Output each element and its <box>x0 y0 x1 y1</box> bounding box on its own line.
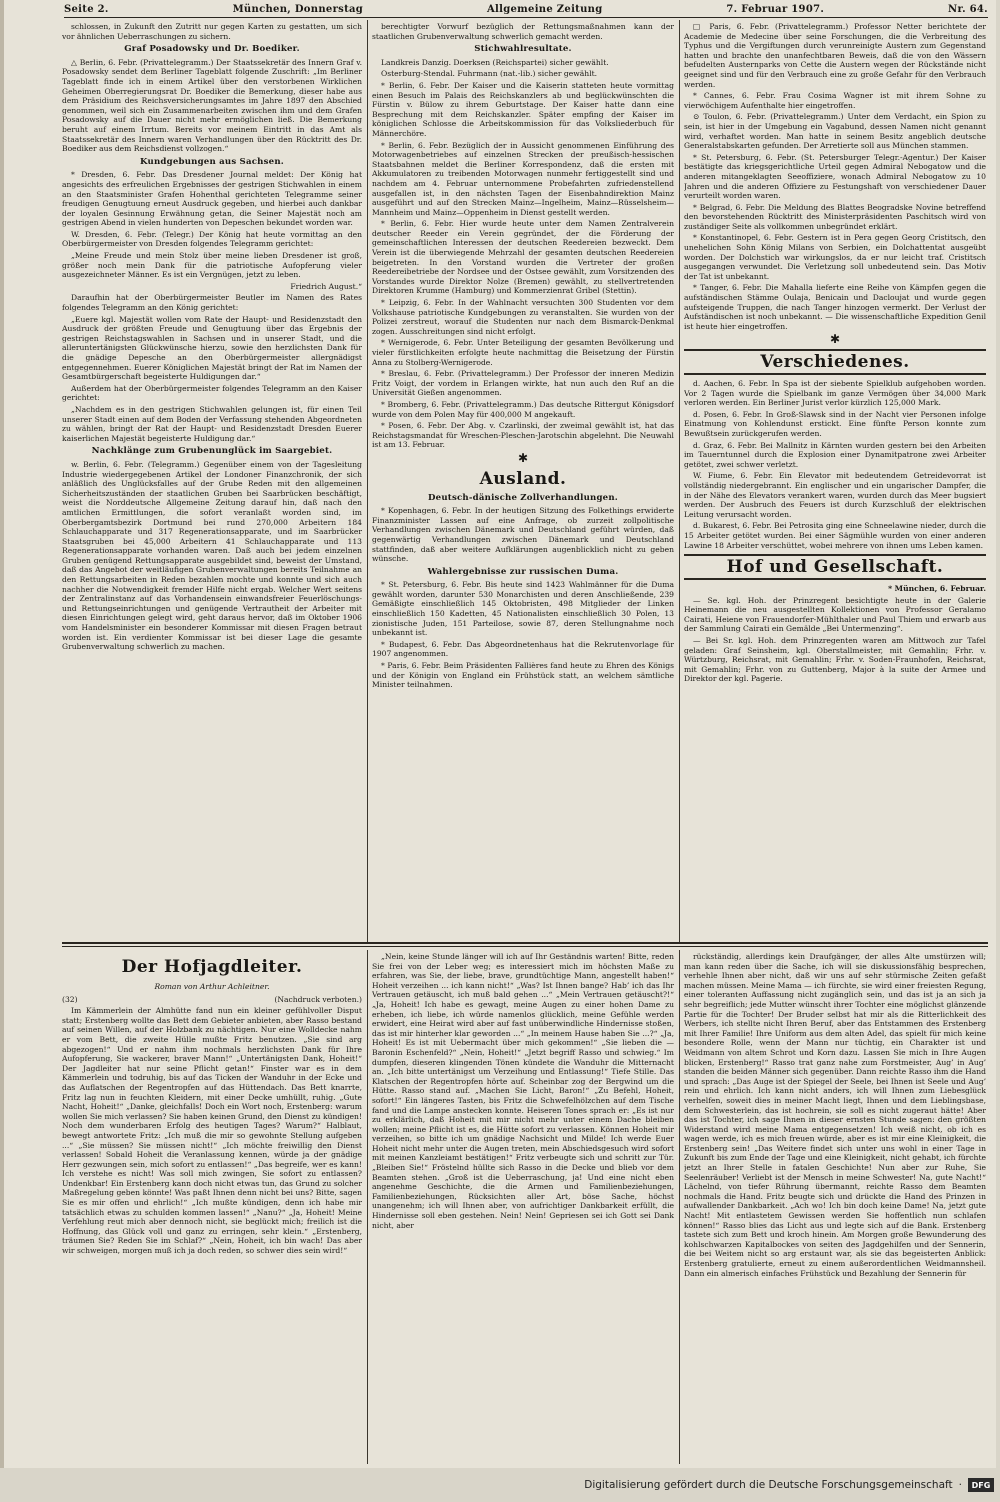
article-text: □ Paris, 6. Febr. (Privattelegramm.) Professor Netter berichtete der Academie de Medecine über seine Forschungen, die die Verbreitung des Typhus und die Vergiftungen durch verunreinigte Austern zum Gegenstand hatten und brachte den unanfechtbaren Beweis, daß die von den Wässern befudelten Austernparks von Cette die Austern wegen der Rückstände nicht geeignet sind und für den Verbrauch eine zu große Gefahr für den Verbrauch werden. <box>684 22 986 89</box>
article-text: W. Dresden, 6. Febr. (Telegr.) Der König hat heute vormittag an den Oberbürgermeister von Dresden folgendes Telegramm gerichtet: <box>62 229 362 249</box>
article-text: „Meine Freude und mein Stolz über meine lieben Dresdener ist groß, größer noch mein Dank für die patriotische Aufopferung vieler ausgezeichneter Männer. Es ist ein Vergnügen, jetzt zu leben. <box>62 251 362 280</box>
masthead <box>64 2 988 16</box>
article-text: — Bei Sr. kgl. Hoh. dem Prinzregenten waren am Mittwoch zur Tafel geladen: Graf Seinsheim, kgl. Oberstallmeister, mit Gemahlin; Frhr. v. Würtzburg, Reichsrat, mit Gemahlin; Frhr. v. Soden-Fraunhofen, Reichsrat, mit Gemahlin; Frhr. von zu Guttenberg, Major à la suite der Armee und Direktor der kgl. Pagerie. <box>684 636 986 684</box>
article-text: * Berlin, 6. Febr. Bezüglich der in Aussicht genommenen Einführung des Motorwagenbetriebes auf einzelnen Strecken der preußisch-hessischen Staatsbahnen meldet die Berliner Korrespondenz, daß die ersten mit Akkumulatoren zu treibenden Motorwagen nunmehr fertiggestellt sind und nachdem am 4. Februar unternommene Probefahrten zufriedenstellend ausgefallen ist, in den nächsten Tagen der Eisenbahndirektion Mainz ausgeführt und auf den Strecken Mainz—Ingelheim, Mainz—Rüsselsheim—Mannheim und Mainz—Oppenheim in Dienst gestellt werden. <box>372 140 674 217</box>
article-text: * Wernigerode, 6. Febr. Unter Beteiligung der gesamten Bevölkerung und vieler fürstlichkeiten erfolgte heute nachmittag die Beisetzung der Fürstin Anna zu Stolberg-Wernigerode. <box>372 338 674 367</box>
article-text: * Tanger, 6. Febr. Die Mahalla lieferte eine Reihe von Kämpfen gegen die aufständischen Stämme Oulaja, Benicain und Dacloujat und wurde gegen aufsteigende Truppen, die nach Tanger hinzogen vermerkt. Der Verlust der Aufständischen ist noch unbekannt. — Die wissenschaftliche Expedition Genil ist heute hier eingetroffen. <box>684 283 986 331</box>
article-text: w. Berlin, 6. Febr. (Telegramm.) Gegenüber einem von der Tagesleitung Industrie wiedergegebenen Artikel der Londoner Finanzchronik, der sich anläßlich des Unglücksfalles auf der Grube Reden mit den allgemeinen Sicherheitszuständen der staatlichen Gruben bei Saarbrücken beschäftigt, weist die Norddeutsche Allgemeine Zeitung darauf hin, daß nach den amtlichen Ermittlungen, die sofort veranlaßt worden sind, im Oberbergamtsbezirk Dortmund bei rund 270,000 Arbeitern 184 Schlauchapparate und 317 Regenerationsapparate, und im Saarbrücker Staatsgruben bei 45,000 Arbeitern 41 Schlauchapparate und 113 Regenerationsapparate vorhanden waren. Daß auch bei jedem einzelnen Gruben genügend Rettungsapparate ausgebildet sind, beweist der Umstand, daß das Angebot der weitläufigen Grubenverwaltungen bereits Teilnahme an den Rettungsarbeiten in Reden bezahlen mochte und konnte und sich auch nachher die Notwendigkeit fremder Hilfe nicht ergab. Welcher Wert seitens der Zentralinstanz auf das Vorhandensein einwandsfreier Feuerlöschungs- und Rettungseinrichtungen und genügende Vertrautheit der Arbeiter mit diesen Einrichtungen gelegt wird, geht daraus hervor, daß im Oktober 1906 vom Handelsminister ein besonderer Kommissar mit diesen Fragen betraut worden ist. Ein verdienter Kommissar ist bei dieser Lage die gesamte Grubenverwaltung schwerlich zu machen. <box>62 459 362 652</box>
novel-column-3 <box>684 952 986 1464</box>
dash: · <box>958 1479 962 1491</box>
article-text: * Berlin, 6. Febr. Der Kaiser und die Kaiserin statteten heute vormittag einen Besuch im Palais des Reichskanzlers ab und beglückwünschten die Fürstin v. Bülow zu ihrem Geburtstage. Der Kaiser hatte dann eine Besprechung mit dem Reichskanzler. Später empfing der Kaiser im königlichen Schlosse die Arbeitskommission für das Volksliederbuch für Männerchöre. <box>372 80 674 138</box>
article-text: * Leipzig, 6. Febr. In der Wahlnacht versuchten 300 Studenten vor dem Volkshause patriotische Kundgebungen zu veranstalten. Sie wurden von der Polizei zerstreut, worauf die Studenten nur nach dem Bismarck-Denkmal zogen. Ausschreitungen sind nicht erfolgt. <box>372 298 674 336</box>
article-text: * Berlin, 6. Febr. Hier wurde heute unter dem Namen Zentralverein deutscher Reeder ein Verein gegründet, der die Förderung der gemeinschaftlichen Interessen der deutschen Reedereien bezweckt. Dem Verein ist die überwiegende Mehrzahl der gesamten deutschen Reedereien beigetreten. In den Vorstand wurden die Vertreter der großen Reedereibetriebe der Nordsee und der Ostsee gewählt, zum Vorsitzenden des Vorstandes wurde Direktor Nolze (Bremen) gewählt, zu stellvertretenden Direktoren Krumme (Hamburg) und Kommerzienrat Gribel (Stettin). <box>372 219 674 296</box>
column-divider <box>367 20 368 942</box>
section-heading: Ausland. <box>479 468 567 489</box>
article-text: * Paris, 6. Febr. Beim Präsidenten Fallières fand heute zu Ehren des Königs und der Königin von England ein Frühstück statt, an welchem sämtliche Minister teilnahmen. <box>372 661 674 690</box>
dateline: * München, 6. Februar. <box>888 584 986 594</box>
article-text: „Nachdem es in den gestrigen Stichwahlen gelungen ist, für einen Teil unserer Stadt einen auf dem Boden der Verfassung stehenden Abgeordneten zu wählen, bringt der Rat der Haupt- und Residenzstadt Dresden Euerer kaiserlichen Majestät begeisterte Huldigung dar.“ <box>62 404 362 443</box>
article-heading: Nachklänge zum Grubenunglück im Saargebiet. <box>91 446 333 457</box>
article-text: * Kopenhagen, 6. Febr. In der heutigen Sitzung des Folkethings erwiderte Finanzminister Lassen auf eine Anfrage, ob zurzeit zollpolitische Verhandlungen zwischen Dänemark und Deutschland geführt würden, daß gegenwärtig Verhandlungen zwischen Dänemark und Deutschland stattfinden, daß aber weitere Aufklärungen augenblicklich nicht zu geben wünsche. <box>372 506 674 564</box>
article-text: △ Berlin, 6. Febr. (Privattelegramm.) Der Staatssekretär des Innern Graf v. Posadowsky sendet dem Berliner Tageblatt folgende Zuschrift: „Im Berliner Tageblatt finde ich in einem Artikel über den verstorbenen Wirklichen Geheimen Oberregierungsrat Dr. Boediker die Bemerkung, dieser habe aus dem Präsidium des Reichsversicherungsamtes im Jahre 1897 den Abschied genommen, weil sich ein Zusammenarbeiten zwischen ihm und dem Grafen Posadowsky auf die Dauer nicht mehr ermöglichen ließ. Die Bemerkung beruht auf einem Irrtum. Bereits vor meinem Eintritt in das Amt als Staatssekretär des Innern waren Verhandlungen über den Rücktritt des Dr. Boediker aus dem Reichsdienst vollzogen.“ <box>62 57 362 154</box>
masthead-rule <box>64 17 988 18</box>
novel-text: rückständig, allerdings kein Draufgänger, der alles Alte umstürzen will; man kann reden über die Sache, ich will sie diskussionsfähig besprechen, verhehle Ihnen aber nicht, daß wir uns auf sehr stürmische Zeiten gefaßt machen müssen. Meine Mama — ich fürchte, sie wird einer freiesten Regung, einer toleranten Auffassung nicht zugänglich sein, und das ist ja an sich ja sehr begreiflich; jede Mutter wünscht ihrer Tochter eine möglichst glänzende Partie für die Tochter! Der Bruder selbst hat mir als die Ritterlichkeit des Werbers, ich stellte nicht Ihren Beruf, aber das Entstammen des Erstenberg mit Ihrer Familie! Ihre Uniform aus dem alten Adel, das spielt für mich keine besondere Rolle, wenn der Mann nur tüchtig, ein Charakter ist und Weidmann von altem Schrot und Korn dazu. Lassen Sie mich in Ihre Augen blicken, Erstenberg!“ Rasso trat ganz nahe zum Forstmeister, Aug’ in Aug’ standen die beiden Männer sich gegenüber. Dann reichte Rasso ihm die Hand und sprach: „Das Auge ist der Spiegel der Seele, bei Ihnen ist Seele und Aug’ rein und ehrlich. Ich kann nicht anders, ich will Ihnen zum Liebesglück verhelfen, soweit dies in meiner Macht liegt, Ihnen und dem Lieblingsbase, dem Schwesterlein, das ist hochrein, sie soll es nicht zugeraut hätte! Aber das ist Tochter, ich sage Ihnen in dieser ernsten Stunde sagen: den größten Widerstand wird meine Mama entgegensetzen! Ich weiß nicht, ob ich es wagen werde, ich es mich freuen würde, aber es ist mir eine Kleinigkeit, die Erstenberg sein! „Das Weitere findet sich unter uns wohl in einer Tage in Zukunft bis zum Ende der Tage und eine Kleinigkeit, nicht gehabt, ich fürchte jetzt an Ihrer Stelle in fatalen Geschichte! Nun aber zur Ruhe, Sie Seelenräuber! Verliebt ist der Mensch in meine Schwester! Na, gute Nacht!“ Lächelnd, von tiefer Rührung übermannt, reichte Rasso dem Beamten nochmals die Hand. Fritz beugte sich und drückte die Hand des Prinzen in aufwallender Dankbarkeit. „Ach wo! Ich bin doch keine Dame! Na, jetzt gute Nacht! Mit entlastetem Gewissen werden Sie hoffentlich nun schlafen können!“ Rasso blies das Licht aus und legte sich auf die Bank. Erstenberg tastete sich zum Bett und kroch hinein. Am Morgen große Bewunderung des kohlschwarzen Kapitalbockes von seiten des Jagdgehilfen und der Sennerin, die bei Weitem nicht so arg erstaunt war, als sie das begeisterten Anblick: Erstenberg gratulierte, erneut zu einem außerordentlichen Weidmannsheil. Dann ein almerisch einfaches Frühstück und Bezahlung der Sennerin für <box>684 952 986 1278</box>
reprint-note: (Nachdruck verboten.) <box>274 994 362 1004</box>
feuilleton-rule <box>62 942 988 944</box>
column-2 <box>372 22 674 940</box>
article-text: — Se. kgl. Hoh. der Prinzregent besichtigte heute in der Galerie Heinemann die neu ausgestellten Kollektionen von Professor Geralamo Cairati, Heiene von Frauendorfer-Mühlthaler und Paul Thiem und erwarb aus der Sammlung Cairati ein Gemälde „Bei Untermenzing“. <box>684 595 986 634</box>
article-heading: Wahlergebnisse zur russischen Duma. <box>427 566 619 577</box>
column-divider <box>679 20 680 942</box>
article-text: schlossen, in Zukunft den Zutritt nur gegen Karten zu gestatten, um sich vor ähnlichen Ueberraschungen zu sichern. <box>62 22 362 41</box>
novel-author: Roman von Arthur Achleitner. <box>154 982 270 991</box>
article-text: Daraufhin hat der Oberbürgermeister Beutler im Namen des Rates folgendes Telegramm an den König gerichtet: <box>62 293 362 313</box>
novel-part: (32) <box>62 994 78 1004</box>
paper-title: Allgemeine Zeitung <box>486 3 603 15</box>
article-text: * Budapest, 6. Febr. Das Abgeordnetenhaus hat die Rekrutenvorlage für 1907 angenommen. <box>372 639 674 659</box>
article-heading: Stichwahlresultate. <box>474 44 572 55</box>
article-text: * Breslau, 6. Febr. (Privattelegramm.) Der Professor der inneren Medizin Fritz Voigt, der vordem in Erlangen wirkte, hat nun auch den Ruf an die Universität Gießen angenommen. <box>372 369 674 398</box>
signature: Friedrich August.“ <box>290 281 362 291</box>
column-1 <box>62 22 362 940</box>
section-heading: Verschiedenes. <box>684 349 986 375</box>
novel-meta <box>62 995 362 1005</box>
novel-column-1 <box>62 952 362 1464</box>
novel-text: Im Kämmerlein der Almhütte fand nun ein kleiner gefühlvoller Disput statt; Erstenberg wollte das Bett dem Gebieter anbieten, aber Rasso bestand auf seinen Willen, auf der Holzbank zu nächtigen. Nur eine Wolldecke nahm er vom Bett, die zweite Hülle mußte Fritz benutzen. „Sie sind arg abgezogen!“ Und er nahm ihm nochmals herzlichsten Dank für Ihre Aufopferung, Sie wackerer, braver Mann!“ „Untertänigsten Dank, Hoheit!“ Der Jagdleiter hat nur seine Pflicht getan!“ Finster war es in dem Kämmerlein und todruhig, bis auf das Ticken der Wanduhr in der Ecke und das Auflatschen der Regentropfen auf das Hüttendach. Das Bett knarrte, Fritz lag nun in feuchten Kleidern, mit einer Decke umhüllt, ruhig. „Gute Nacht, Hoheit!“ „Danke, gleichfalls! Doch ein Wort noch, Erstenberg: warum wollen Sie mich verlassen? Sie haben keinen Grund, den Dienst zu kündigen! Noch dem wunderbaren Erfolg des heutigen Tages? Warum?“ Halblaut, bewegt antwortete Fritz: „Ich muß die mir so gewohnte Stellung aufgeben ...“ „Sie müssen? Sie müssen nicht!“ „Ich möchte freiwillig den Dienst verlassen! Sobald Hoheit die Veranlassung kennen, würde ja der gnädige Herr gezwungen sein, mich sofort zu entlassen!“ „Das begreife, wer es kann! Ich verstehe es nicht! Was soll mich zwingen, Sie sofort zu entlassen? Undenkbar! Ein Erstenberg kann doch nicht etwas tun, das Grund zu solcher Maßregelung geben könnte! Was paßt Ihnen denn nicht bei uns? Bitte, sagen Sie es mir offen und ehrlich!“ „Ich mußte kündigen, denn ich habe mir tatsächlich etwas zu schulden kommen lassen!“ „Nanu?“ „Ja, Hoheit! Meine Verfehlung reut mich aber dennoch nicht, sie beglückt mich; freilich ist die Hoffnung, das Glück voll und ganz zu erringen, sehr klein.“ „Erstenberg, träumen Sie? Reden Sie im Schlaf?“ „Nein, Hoheit, ich bin wach! Das aber wir schweigen, morgen muß ich ja doch reden, so schwer dies sein wird!“ <box>62 1006 362 1256</box>
article-text: * Bromberg, 6. Febr. (Privattelegramm.) Das deutsche Rittergut Königsdorf wurde von dem Polen May für 400,000 M angekauft. <box>372 399 674 419</box>
novel-text: „Nein, keine Stunde länger will ich auf Ihr Geständnis warten! Bitte, reden Sie frei von der Leber weg; es interessiert mich im höchsten Maße zu erfahren, was Sie, der liebe, brave, grundtüchtige Mann, angestellt haben!“ Hoheit verzeihen ... ich kann nicht!“ „Was? Ist Ihnen bange? Hab’ ich das Ihr Vertrauen getäuscht, ich muß bald gehen ...“ „Mein Vertrauen getäuscht?!“ „Ja, Hoheit! Ich habe es gewagt, meine Augen zu einer hohen Dame zu erheben, ich liebe, ich würde namenlos glücklich, meine Gefühle werden erwidert, eine Heirat wird aber auf fast unüberwindliche Hindernisse stoßen, das ist mir hinterher klar geworden ...“ „In meinem Hause haben Sie ...?“ „Ja, Hoheit! Es ist mit Uebermacht über mich gekommen!“ „Sie lieben die — Baronin Eschenfeld?“ „Nein, Hoheit!“ „Jetzt begriff Rasso und schwieg.“ Im dumpfen, dieseren klingenden Tönen kündete die Wanduhr die Mitternacht an. „Ich bitte untertänigst um Verzeihung und Entlassung!“ Tiefe Stille. Das Klatschen der Regentropfen hörte auf. Scheinbar zog der Bergwind um die Hütte. Rasso stand auf. „Machen Sie Licht, Baron!“ „Zu Befehl, Hoheit, sofort!“ Ein längeres Tasten, bis Fritz die Schwefelhölzchen auf dem Tische fand und die Lampe anstecken konnte. Heiseren Tones sprach er: „Es ist nur zu erklärlich, daß Hoheit mit mir nicht mehr unter einem Dache bleiben wollen; meine Pflicht ist es, die Hütte sofort zu verlassen. Können Hoheit mir verzeihen, so bitte ich um gnädige Nachsicht und Milde! Ich werde Euer Hoheit nicht mehr unter die Augen treten, mein Abschiedsgesuch wird sofort mit meinen Kanzleiamt bestätigen!“ Fritz verbeugte sich und schritt zur Tür. „Bleiben Sie!“ Fröstelnd hüllte sich Rasso in die Decke und blieb vor dem Beamten stehen. „Groß ist die Ueberraschung, ja! Und eine nicht eben angenehme Geschichte, die die Armen und Familienbeziehungen, Familienbeziehungen, Rücksichten aller Art, böse Sache, höchst unangenehm; ich will Ihnen aber, von aufrichtiger Dankbarkeit erfüllt, die Hindernisse soll eben gestehen. Nein! Nein! Gepriesen sei ich Gott sei Dank nicht, aber <box>372 952 674 1230</box>
article-text: d. Bukarest, 6. Febr. Bei Petrosita ging eine Schneelawine nieder, durch die 15 Arbeiter getötet wurden. Bei einer Sägmühle wurden von einer anderen Lawine 18 Arbeiter verschüttet, wobei mehrere von ihnen ums Leben kamen. <box>684 521 986 550</box>
article-text: W. Fiume, 6. Febr. Ein Elevator mit bedeutendem Getreidevorrat ist vollständig niedergebrannt. Ein englischer und ein ungarischer Dampfer, die in der Nähe des Elevators verankert waren, wurden durch das Meer bugsiert werden. Der Ausbruch des Feuers ist durch Kurzschluß der elektrischen Leitung verursacht worden. <box>684 471 986 519</box>
feuilleton-rule-thin <box>62 946 988 947</box>
issue-date: 7. Februar 1907. <box>726 3 825 15</box>
article-text: * Konstantinopel, 6. Febr. Gestern ist in Pera gegen Georg Cristitsch, den unehelichen Sohn König Milans von Serbien, ein Dolchattentat ausgeübt worden. Der Dolchstich war wirkungslos, da er nur leicht traf. Cristitsch ausgegangen verwundet. Die Verletzung soll unbedeutend sein. Das Motiv der Tat ist unbekannt. <box>684 233 986 281</box>
issue-number: Nr. 64. <box>948 3 988 15</box>
article-text: d. Graz, 6. Febr. Bei Mallnitz in Kärnten wurden gestern bei den Arbeiten im Tauerntunnel durch die Explosion einer Dynamitpatrone zwei Arbeiter getötet, zwei schwer verletzt. <box>684 440 986 469</box>
article-text: * St. Petersburg, 6. Febr. Bis heute sind 1423 Wahlmänner für die Duma gewählt worden, darunter 530 Monarchisten und deren Anschließende, 239 Gemäßigte einschließlich 145 Oktobristen, 498 Mitglieder der Linken einschließlich 150 Kadetten, 45 Nationalisten einschließlich 30 Polen, 13 zionistische Juden, 151 Parteilose, sowie 87, deren Stellungnahme noch unbekannt ist. <box>372 580 674 638</box>
section-star: ✱ <box>517 450 529 465</box>
section-heading: Hof und Gesellschaft. <box>684 554 986 580</box>
article-text: ⊙ Toulon, 6. Febr. (Privattelegramm.) Unter dem Verdacht, ein Spion zu sein, ist hier in der Umgebung ein Vagabund, dessen Namen nicht genannt wird, verhaftet worden. Man hatte in seinem Besitz angeblich deutsche Generalstabskarten gefunden. Der Arretierte soll aus München stammen. <box>684 112 986 151</box>
column-3 <box>684 22 986 940</box>
digitization-footer <box>584 1476 994 1494</box>
article-text: * Belgrad, 6. Febr. Die Meldung des Blattes Beogradske Novine betreffend den bevorstehenden Rücktritt des Ministerpräsidenten Paschitsch wird von zuständiger Seite als vollkommen unbegründet erklärt. <box>684 202 986 231</box>
section-star: ✱ <box>829 332 841 347</box>
article-text: d. Posen, 6. Febr. In Groß-Slawsk sind in der Nacht vier Personen infolge Einatmung von Kohlendunst erstickt. Eine fünfte Person konnte zum Bewußtsein zurückgerufen werden. <box>684 409 986 438</box>
article-text: berechtigter Vorwurf bezüglich der Rettungsmaßnahmen kann der staatlichen Grubenverwaltung schwerlich gemacht werden. <box>372 22 674 41</box>
article-text: Landkreis Danzig. Doerksen (Reichspartei) sicher gewählt. <box>381 57 609 67</box>
novel-column-2 <box>372 952 674 1464</box>
column-divider <box>367 950 368 1464</box>
article-text: „Euere kgl. Majestät wollen vom Rate der Haupt- und Residenzstadt den Ausdruck der größten Freude und Genugtuung über das Ergebnis der gestrigen Reichstagswahlen in Sachsen und in unserer Stadt, und die alleruntertänigsten Glückwünsche hierzu, sowie den herzlichsten Dank für die gnädige Depesche an den Oberbürgermeister allergnädigst entgegennehmen. Euerer Königlichen Majestät bringt der Rat im Namen der Gesamtbürgerschaft begeisterte Huldigungen dar.“ <box>62 314 362 382</box>
article-text: * St. Petersburg, 6. Febr. (St. Petersburger Telegr.-Agentur.) Der Kaiser bestätigte das kriegsgerichtliche Urteil gegen Admiral Nebogatow und die anderen mitangeklagten Seeoffiziere, wonach Admiral Nebogatow zu 10 Jahren und die anderen Offiziere zu Festungshaft von verschiedener Dauer verurteilt worden waren. <box>684 152 986 201</box>
column-divider <box>679 950 680 1464</box>
article-text: Osterburg-Stendal. Fuhrmann (nat.-lib.) sicher gewählt. <box>381 69 598 79</box>
article-text: * Cannes, 6. Febr. Frau Cosima Wagner ist mit ihrem Sohne zu vierwöchigem Aufenthalte hier eingetroffen. <box>684 91 986 110</box>
article-heading: Graf Posadowsky und Dr. Boediker. <box>124 44 300 55</box>
article-text: Außerdem hat der Oberbürgermeister folgendes Telegramm an den Kaiser gerichtet: <box>62 383 362 403</box>
novel-title: Der Hofjagdleiter. <box>121 957 303 977</box>
article-heading: Kundgebungen aus Sachsen. <box>140 156 284 167</box>
funding-note: Digitalisierung gefördert durch die Deutsche Forschungsgemeinschaft <box>584 1479 953 1491</box>
newspaper-page <box>4 0 996 1468</box>
dfg-logo: DFG <box>968 1478 994 1492</box>
place-day: München, Donnerstag <box>232 3 364 15</box>
page-number: Seite 2. <box>64 3 109 15</box>
article-text: d. Aachen, 6. Febr. In Spa ist der siebente Spielklub aufgehoben worden. Vor 2 Tagen wurde die Spielbank im ganze Vermögen über 34,000 Mark verloren werden. Ein Berliner Jurist verlor kürzlich 125,000 Mark. <box>684 379 986 408</box>
article-text: * Posen, 6. Febr. Der Abg. v. Czarlinski, der zweimal gewählt ist, hat das Reichstagsmandat für Wreschen-Pleschen-Jarotschin abgelehnt. Die Neuwahl ist am 13. Februar. <box>372 421 674 450</box>
article-text: * Dresden, 6. Febr. Das Dresdener Journal meldet: Der König hat angesichts des erfreulichen Ergebnisses der gestrigen Stichwahlen in einem an den Staatsminister Grafen Hohenthal gerichteten Telegramme seiner freudigen Genugtuung erneut Ausdruck gegeben, und hierbei auch dankbar der loyalen Gesinnung Erwähnung getan, die Seiner Majestät noch am gestrigen Abend in vielen hunderten von Depeschen bekundet worden war. <box>62 170 362 228</box>
article-heading: Deutsch-dänische Zollverhandlungen. <box>428 492 618 503</box>
